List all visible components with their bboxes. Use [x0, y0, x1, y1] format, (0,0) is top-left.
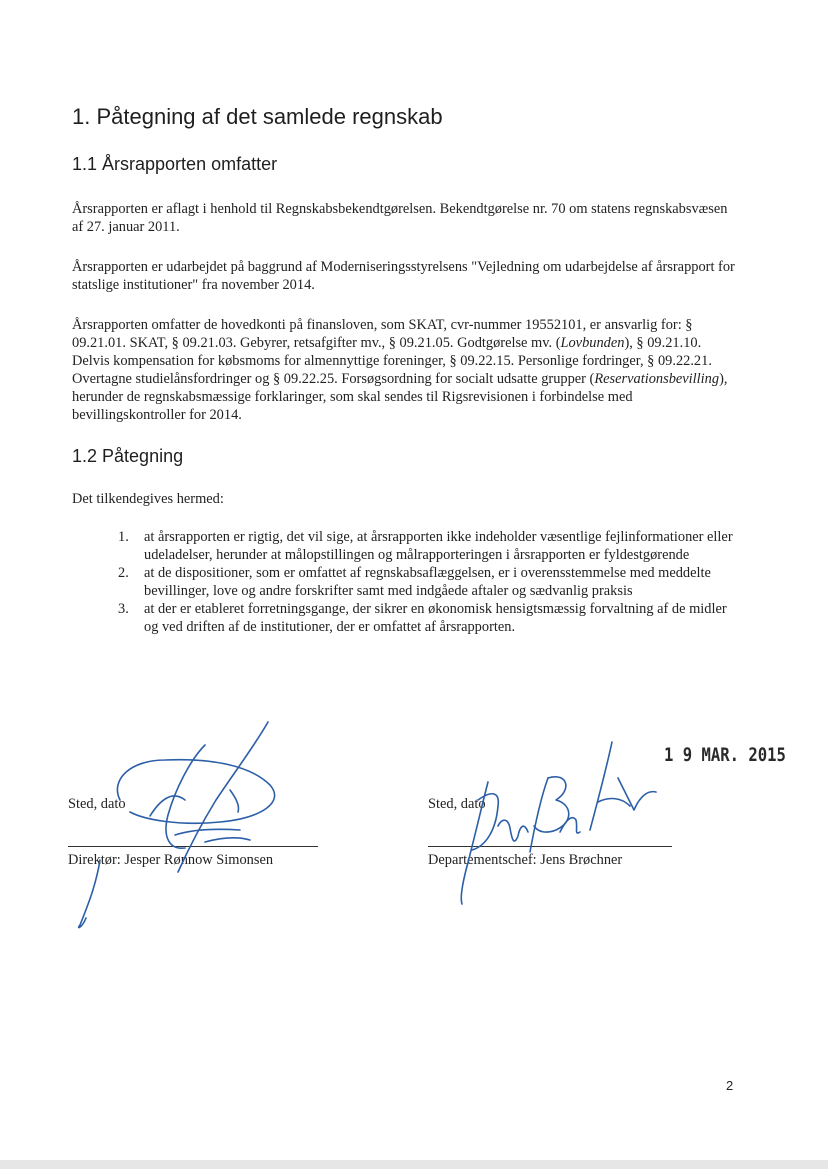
paragraph-3-part-2: ), § 09.21.10. Delvis kompensation for købsmoms for almennyttige foreninger, § 09.22.15. Personlige fordringer, § 09.22.21. Overtagne studielånsfordringer og § 09.22.25. Forsøgsordning for socialt udsatte grupper ( [72, 335, 712, 387]
section-heading-1-1: 1.1 Årsrapporten omfatter [72, 154, 278, 174]
intro-text: Det tilkendegives hermed: [72, 491, 224, 507]
list-item-text: at de dispositioner, som er omfattet af regnskabsaflæggelsen, er i overensstemmelse med meddelte bevillinger, love og andre forskrifter samt med indgåede aftaler og sædvanlig praksis [144, 565, 711, 599]
right-signatory-title: Departementschef: Jens Brøchner [428, 852, 623, 868]
list-item-number: 3. [118, 601, 129, 617]
list-item-text: at der er etableret forretningsgange, der sikrer en økonomisk hensigtsmæssig forvaltning af de midler og ved driften af de institutioner, der er omfattet af årsrapporten. [144, 601, 727, 635]
list-item-number: 2. [118, 565, 129, 581]
list-item-number: 1. [118, 529, 129, 545]
right-place-date-label: Sted, dato [428, 796, 486, 812]
paragraph-2: Årsrapporten er udarbejdet på baggrund af Moderniseringsstyrelsens "Vejledning om udarbejdelse af årsrapport for statslige institutioner" fra november 2014. [72, 259, 735, 293]
paragraph-1: Årsrapporten er aflagt i henhold til Regnskabsbekendtgørelsen. Bekendtgørelse nr. 70 om statens regnskabsvæsen af 27. januar 2011. [72, 201, 728, 235]
date-stamp: 1 9 MAR. 2015 [664, 744, 786, 766]
paragraph-3-part-3: ), herunder de regnskabsmæssige forklaringer, som skal sendes til Rigsrevisionen i forbindelse med bevillingskontroller for 2014. [72, 371, 728, 423]
paragraph-3-italic-2: Reservationsbevilling [594, 371, 720, 387]
page-number: 2 [726, 1078, 734, 1093]
list-item-text: at årsrapporten er rigtig, det vil sige, at årsrapporten ikke indeholder væsentlige fejlinformationer eller udeladelser, herunder at målopstillingen og målrapporteringen i årsrapporten er fyldestgørende [144, 529, 733, 563]
left-place-date-label: Sted, dato [68, 796, 126, 812]
paragraph-3-italic-1: Lovbunden [560, 335, 625, 351]
section-heading-1-2: 1.2 Påtegning [72, 446, 184, 466]
page-bottom-edge [0, 1160, 828, 1169]
left-signatory-title: Direktør: Jesper Rønnow Simonsen [68, 852, 274, 868]
page-title: 1. Påtegning af det samlede regnskab [72, 104, 443, 129]
paragraph-3-part-1: Årsrapporten omfatter de hovedkonti på finansloven, som SKAT, cvr-nummer 19552101, er ansvarlig for: § 09.21.01. SKAT, § 09.21.03. Gebyrer, retsafgifter mv., § 09.21.05. Godtgørelse mv. ( [72, 317, 693, 351]
